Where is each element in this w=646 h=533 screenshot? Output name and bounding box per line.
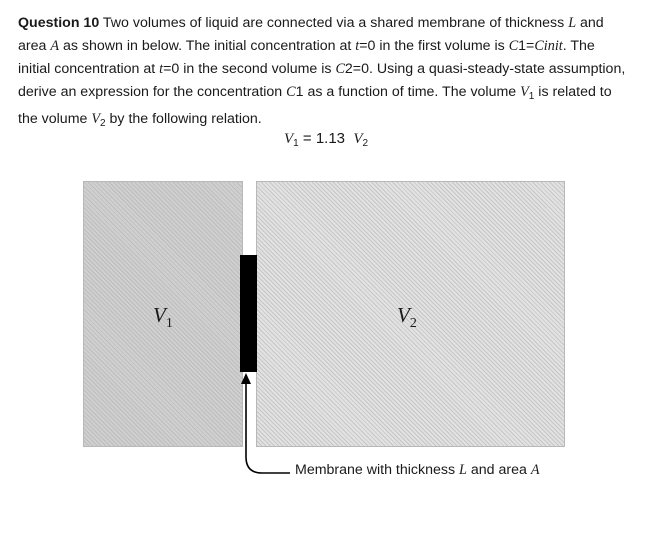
- volume-relation: $V_1 = 1.13$ $V_2$: [284, 130, 369, 149]
- question-label: Question 10: [18, 15, 100, 31]
- volume-1-label: $V_1$: [153, 303, 173, 331]
- volume-2-label: $V_2$: [397, 303, 417, 331]
- membrane-caption: Membrane with thickness L and area A: [295, 462, 540, 478]
- question-text: Question 10 Two volumes of liquid are connected via a shared membrane of thickness L and area A as shown in below. The initial concentration at t=0 in the first volume is C1=Cinit. The initial concentration at t=0 in the second volume is C2=0. Using a quasi-steady-state assumption, derive an expression for the concentration C1 as a function of time. The volume $V_1$ is related to the volume $V_2$ by the following relation.: [18, 15, 626, 129]
